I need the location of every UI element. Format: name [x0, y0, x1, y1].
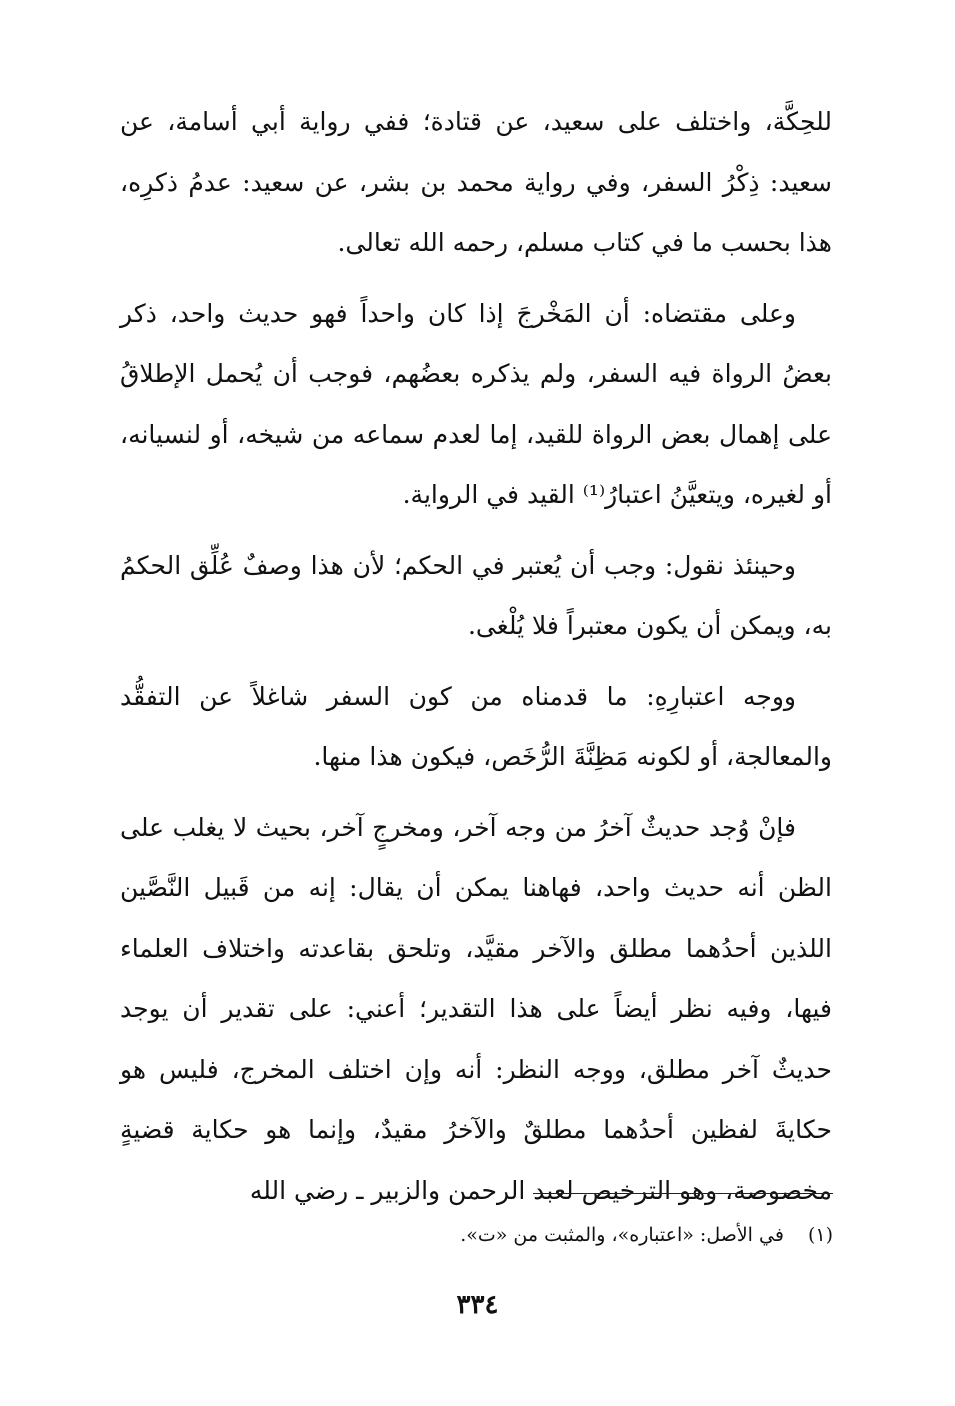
- main-text-block: [120, 92, 832, 1231]
- paragraph-1: للحِكَّة، واختلف على سعيد، عن قتادة؛ ففي رواية أبي أسامة، عن سعيد: ذِكْرُ السفر، وفي رواية محمد بن بشر، عن سعيد: عدمُ ذكرِه، هذا بحسب ما في كتاب مسلم، رحمه الله تعالى.: [120, 107, 832, 257]
- paragraph-3: وحينئذ نقول: وجب أن يُعتبر في الحكم؛ لأن هذا وصفٌ عُلِّق الحكمُ به، ويمكن أن يكون معتبراً فلا يُلْغى.: [120, 550, 832, 640]
- footnote-text: في الأصل: «اعتباره»، والمثبت من «ت».: [460, 1224, 784, 1246]
- paragraph-4: ووجه اعتبارِهِ: ما قدمناه من كون السفر شاغلاً عن التفقُّد والمعالجة، أو لكونه مَظِنَّةَ الرُّخَص، فيكون هذا منها.: [120, 681, 832, 771]
- page-number: ٣٣٤: [456, 1290, 499, 1320]
- footnote-number: (١): [807, 1224, 833, 1246]
- paragraph-2: وعلى مقتضاه: أن المَخْرجَ إذا كان واحداً فهو حديث واحد، ذكر بعضُ الرواة فيه السفر، ولم يذكره بعضُهم، فوجب أن يُحمل الإطلاقُ على إهمال بعض الرواة للقيد، إما لعدم سماعه من شيخه، أو لنسيانه، أو لغيره، ويتعيَّنُ اعتبارُ⁽¹⁾ القيد في الرواية.: [120, 298, 832, 509]
- footnote-divider: [533, 1193, 833, 1194]
- paragraph-5: فإنْ وُجد حديثٌ آخرُ من وجه آخر، ومخرجٍ آخر، بحيث لا يغلب على الظن أنه حديث واحد، فهاهنا يمكن أن يقال: إنه من قَبيل النَّصَّين اللذين أحدُهما مطلق والآخر مقيَّد، وتلحق بقاعدته واختلاف العلماء فيها، وفيه نظر أيضاً على هذا التقدير؛ أعني: على تقدير أن يوجد حديثٌ آخر مطلق، ووجه النظر: أنه وإن اختلف المخرج، فليس هو حكايةَ لفظين أحدُهما مطلقٌ والآخرُ مقيدٌ، وإنما هو حكاية قضيةٍ مخصوصة، وهو الترخيص لعبد الرحمن والزبير ـ رضي الله: [120, 812, 832, 1205]
- footnote: [300, 1220, 833, 1250]
